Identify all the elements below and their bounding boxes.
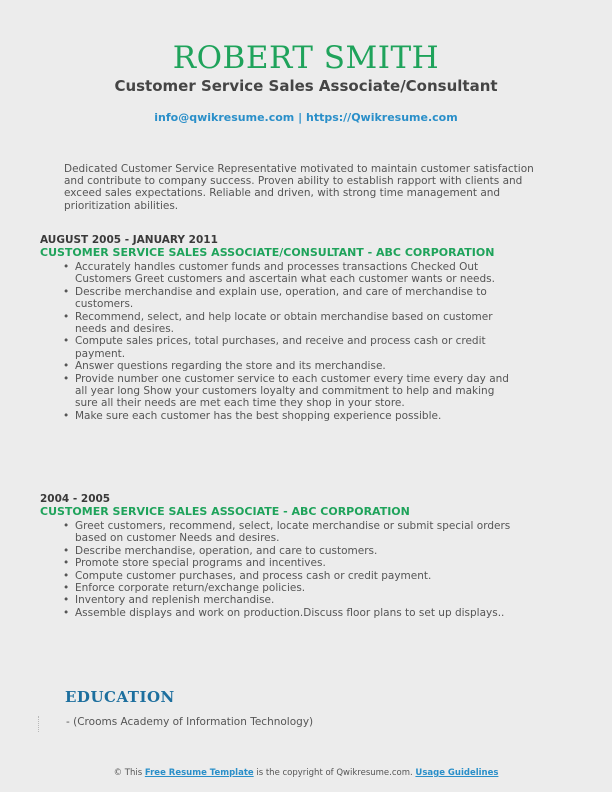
footer-copyright-text: is the copyright of Qwikresume.com. (256, 768, 413, 778)
job-entry (40, 234, 530, 422)
list-item: • Describe merchandise, operation, and care to customers. (63, 544, 378, 557)
list-item: • Promote store special programs and incentives. (63, 557, 326, 570)
list-item: • Enforce corporate return/exchange policies. (63, 582, 306, 595)
bullet-icon: • (63, 409, 70, 422)
candidate-title: Customer Service Sales Associate/Consultant (114, 77, 498, 95)
list-item: • Describe merchandise and explain use, operation, and care of merchandise to customers. (63, 285, 487, 311)
bullet-icon: • (63, 582, 70, 595)
list-item: • Make sure each customer has the best shopping experience possible. (63, 409, 442, 422)
bullet-icon: • (63, 569, 70, 582)
bullet-icon: • (63, 285, 70, 298)
list-item: • Recommend, select, and help locate or obtain merchandise based on customer needs and desires. (63, 310, 493, 336)
education-heading: EDUCATION (65, 688, 175, 706)
job-date: AUGUST 2005 - JANUARY 2011 (40, 234, 218, 246)
bullet-icon: • (63, 606, 70, 619)
list-item: • Greet customers, recommend, select, locate merchandise or submit special orders based on customer Needs and desires. (63, 520, 511, 545)
candidate-name: ROBERT SMITH (172, 40, 440, 76)
job-date: 2004 - 2005 (40, 493, 111, 505)
bullet-icon: • (63, 594, 70, 607)
job-entry (40, 493, 530, 619)
bullet-icon: • (63, 310, 70, 323)
usage-guidelines-link[interactable]: Usage Guidelines (415, 768, 499, 778)
education-item: - (Crooms Academy of Information Technology) (66, 716, 314, 728)
list-item: • Compute sales prices, total purchases, and receive and process cash or credit payment. (63, 335, 486, 360)
bullet-icon: • (63, 360, 70, 373)
website-link[interactable]: https://Qwikresume.com (305, 111, 458, 124)
list-item: • Assemble displays and work on production.Discuss floor plans to set up displays.. (63, 606, 505, 619)
list-item: • Inventory and replenish merchandise. (63, 594, 275, 607)
footer (0, 768, 612, 778)
bullet-icon: • (63, 335, 70, 348)
footer-copyright: © This (113, 768, 143, 778)
summary-paragraph: Dedicated Customer Service Representative motivated to maintain customer satisfaction and contribute to company success. Proven ability to establish rapport with clients and exceed sales expectations. Reliable and driven, with strong time management and prioritization abilities. (64, 163, 534, 212)
job-heading: CUSTOMER SERVICE SALES ASSOCIATE/CONSULTANT - ABC CORPORATION (40, 246, 495, 259)
contact-separator: | (298, 111, 303, 124)
bullet-icon: • (63, 520, 70, 532)
list-item: • Answer questions regarding the store and its merchandise. (63, 360, 386, 373)
job-heading: CUSTOMER SERVICE SALES ASSOCIATE - ABC CORPORATION (40, 505, 410, 518)
list-item: • Provide number one customer service to each customer every time every day and all year long Show your customers loyalty and commitment to help and making sure all their needs are met each time they shop in your store. (63, 372, 509, 410)
email-link[interactable]: info@qwikresume.com (154, 111, 295, 124)
contact-line (0, 111, 612, 124)
list-item: • Compute customer purchases, and process cash or credit payment. (63, 569, 432, 582)
list-item: • Accurately handles customer funds and processes transactions Checked Out Customers Greet customers and ascertain what each customer wants or needs. (63, 261, 495, 286)
education-divider (38, 716, 39, 732)
bullet-icon: • (63, 372, 70, 385)
bullet-icon: • (63, 544, 70, 557)
bullet-icon: • (63, 557, 70, 570)
job-bullet-list (40, 261, 520, 422)
free-resume-template-link[interactable]: Free Resume Template (144, 768, 254, 778)
job-bullet-list (40, 520, 520, 619)
bullet-icon: • (63, 261, 70, 273)
